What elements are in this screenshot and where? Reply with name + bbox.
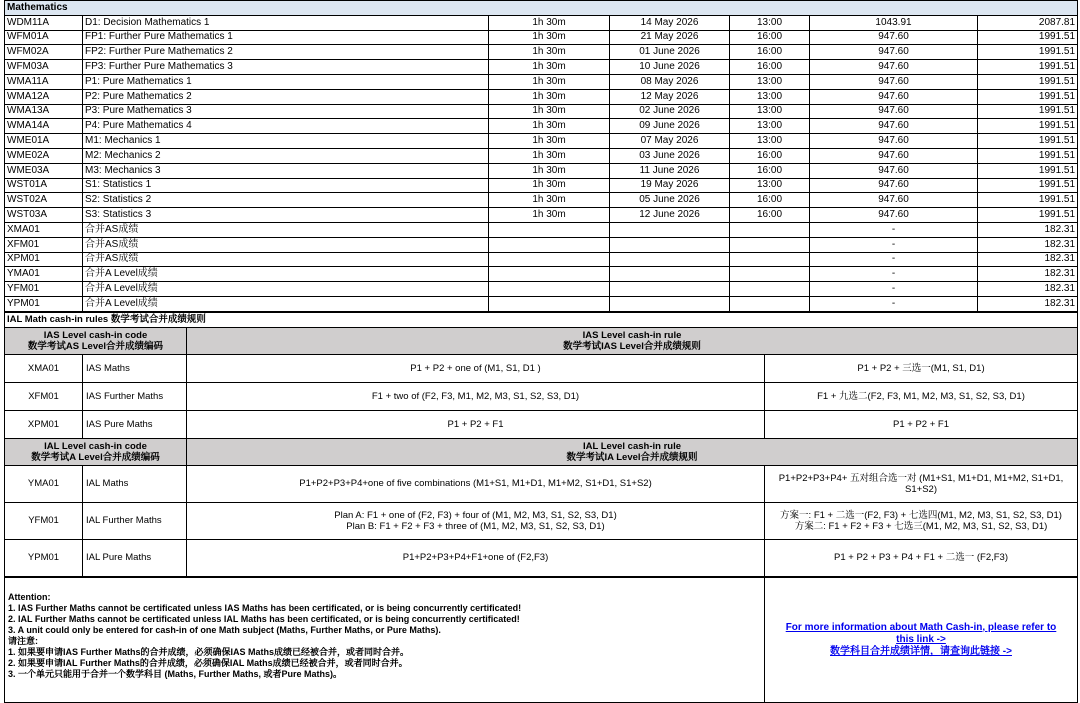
unit-name: S1: Statistics 1: [83, 178, 489, 193]
unit-fee-total: 182.31: [978, 282, 1078, 297]
unit-fee-total: 1991.51: [978, 148, 1078, 163]
unit-date: 07 May 2026: [610, 134, 730, 149]
ias-code-header: [5, 327, 187, 354]
unit-code: WST03A: [5, 208, 83, 223]
unit-name: 合并A Level成绩: [83, 296, 489, 311]
unit-time: 16:00: [730, 60, 810, 75]
unit-code: WME03A: [5, 163, 83, 178]
unit-date: [610, 252, 730, 267]
unit-fee-total: 182.31: [978, 222, 1078, 237]
rule-cn: [765, 465, 1078, 502]
unit-date: 03 June 2026: [610, 148, 730, 163]
rule-name: IAS Pure Maths: [83, 410, 187, 438]
attention-cn-note: 1. 如果要申请IAS Further Maths的合并成绩，必须确保IAS Maths成绩已经被合并，或者同时合并。: [8, 646, 410, 657]
ias-code-header-en: IAS Level cash-in code: [43, 329, 148, 341]
unit-duration: 1h 30m: [489, 15, 610, 30]
unit-duration: [489, 252, 610, 267]
rule-en-line: Plan B: F1 + F2 + F3 + three of (M1, M2, M3, S1, S2, S3, D1): [346, 520, 605, 532]
rule-en-line: Plan A: F1 + one of (F2, F3) + four of (M1, M2, M3, S1, S2, S3, D1): [334, 509, 617, 521]
rule-en-line: P1+P2+P3+P4+one of five combinations (M1+S1, M1+D1, M1+M2, S1+D1, S1+S2): [299, 478, 652, 490]
unit-fee: 947.60: [810, 178, 978, 193]
unit-duration: 1h 30m: [489, 208, 610, 223]
unit-fee-total: 1991.51: [978, 74, 1078, 89]
rule-cn-line: P1+P2+P3+P4+ 五对组合选一对 (M1+S1, M1+D1, M1+M2, S1+D1,: [778, 472, 1064, 484]
unit-duration: [489, 296, 610, 311]
unit-date: 12 May 2026: [610, 89, 730, 104]
unit-duration: 1h 30m: [489, 104, 610, 119]
unit-name: P2: Pure Mathematics 2: [83, 89, 489, 104]
unit-fee-total: 182.31: [978, 296, 1078, 311]
ial-code-header-en: IAL Level cash-in code: [44, 440, 147, 452]
table-row: [5, 74, 1078, 89]
unit-time: [730, 222, 810, 237]
unit-time: 16:00: [730, 30, 810, 45]
unit-fee: -: [810, 282, 978, 297]
unit-name: S3: Statistics 3: [83, 208, 489, 223]
unit-fee-total: 2087.81: [978, 15, 1078, 30]
unit-code: XPM01: [5, 252, 83, 267]
unit-code: YPM01: [5, 296, 83, 311]
attention-table: [4, 577, 1078, 703]
rule-name: IAL Maths: [83, 465, 187, 502]
unit-fee: 947.60: [810, 163, 978, 178]
rule-name: IAL Pure Maths: [83, 539, 187, 576]
ias-rule-row: [5, 382, 1078, 410]
unit-fee: 947.60: [810, 208, 978, 223]
unit-fee: 947.60: [810, 119, 978, 134]
unit-date: 02 June 2026: [610, 104, 730, 119]
table-row: [5, 60, 1078, 75]
table-row: [5, 119, 1078, 134]
spreadsheet: [4, 0, 1077, 703]
unit-name: M2: Mechanics 2: [83, 148, 489, 163]
unit-date: 10 June 2026: [610, 60, 730, 75]
unit-code: XFM01: [5, 237, 83, 252]
attention-note: 2. IAL Further Maths cannot be certificated unless IAL Maths has been certificated, or is being concurrently certificated!: [8, 613, 520, 624]
unit-time: 13:00: [730, 104, 810, 119]
unit-fee-total: 1991.51: [978, 163, 1078, 178]
unit-code: WMA11A: [5, 74, 83, 89]
unit-fee: 947.60: [810, 74, 978, 89]
unit-date: 12 June 2026: [610, 208, 730, 223]
units-table: [4, 0, 1078, 312]
unit-fee: 1043.91: [810, 15, 978, 30]
unit-fee: 947.60: [810, 30, 978, 45]
rule-cn-line: 方案二: F1 + F2 + F3 + 七选三(M1, M2, M3, S1, S2, S3, D1): [794, 520, 1048, 532]
ial-rule-row: [5, 465, 1078, 502]
unit-date: 08 May 2026: [610, 74, 730, 89]
table-row: [5, 163, 1078, 178]
unit-date: [610, 296, 730, 311]
unit-duration: 1h 30m: [489, 148, 610, 163]
rule-name: IAL Further Maths: [83, 502, 187, 539]
unit-code: WST02A: [5, 193, 83, 208]
unit-code: WFM01A: [5, 30, 83, 45]
rule-code: YMA01: [5, 465, 83, 502]
link-text-cn[interactable]: 数学科目合并成绩详情，请查询此链接 ->: [830, 645, 1012, 657]
unit-time: [730, 252, 810, 267]
ial-code-header-cn: 数学考试A Level合并成绩编码: [31, 451, 160, 463]
unit-time: 16:00: [730, 163, 810, 178]
unit-date: 05 June 2026: [610, 193, 730, 208]
attention-cn-note: 2. 如果要申请IAL Further Maths的合并成绩，必须确保IAL Maths成绩已经被合并，或者同时合并。: [8, 657, 408, 668]
unit-duration: 1h 30m: [489, 163, 610, 178]
unit-fee-total: 1991.51: [978, 60, 1078, 75]
ias-rule-row: [5, 410, 1078, 438]
unit-duration: 1h 30m: [489, 45, 610, 60]
unit-name: FP2: Further Pure Mathematics 2: [83, 45, 489, 60]
unit-time: [730, 237, 810, 252]
rule-en-line: P1+P2+P3+P4+F1+one of (F2,F3): [402, 552, 549, 564]
ias-code-header-cn: 数学考试AS Level合并成绩编码: [27, 340, 164, 352]
rule-en: [187, 465, 765, 502]
link-text-en[interactable]: For more information about Math Cash-in, please refer to: [785, 621, 1057, 633]
unit-duration: 1h 30m: [489, 89, 610, 104]
unit-fee: 947.60: [810, 134, 978, 149]
table-row: [5, 193, 1078, 208]
cash-in-link-cell: [765, 577, 1078, 702]
unit-fee-total: 1991.51: [978, 208, 1078, 223]
unit-code: YFM01: [5, 282, 83, 297]
table-row: [5, 178, 1078, 193]
table-row: [5, 282, 1078, 297]
unit-date: [610, 282, 730, 297]
unit-date: 11 June 2026: [610, 163, 730, 178]
unit-fee: -: [810, 222, 978, 237]
table-row: [5, 89, 1078, 104]
unit-fee-total: 1991.51: [978, 193, 1078, 208]
unit-fee-total: 1991.51: [978, 119, 1078, 134]
unit-date: [610, 222, 730, 237]
unit-time: [730, 267, 810, 282]
rule-cn: [765, 539, 1078, 576]
table-row: [5, 15, 1078, 30]
ial-rule-header: [187, 438, 1078, 465]
unit-time: 13:00: [730, 119, 810, 134]
unit-name: 合并AS成绩: [83, 222, 489, 237]
unit-code: WME02A: [5, 148, 83, 163]
ial-rule-row: [5, 539, 1078, 576]
table-row: [5, 267, 1078, 282]
unit-name: D1: Decision Mathematics 1: [83, 15, 489, 30]
rules-title-row: [5, 312, 1078, 327]
rule-en: F1 + two of (F2, F3, M1, M2, M3, S1, S2, S3, D1): [187, 382, 765, 410]
unit-duration: 1h 30m: [489, 119, 610, 134]
attention-cn-note: 3. 一个单元只能用于合并一个数学科目 (Maths, Further Maths, 或者Pure Maths)。: [8, 668, 343, 679]
unit-fee: 947.60: [810, 60, 978, 75]
unit-name: 合并A Level成绩: [83, 267, 489, 282]
unit-duration: 1h 30m: [489, 74, 610, 89]
unit-fee-total: 1991.51: [978, 104, 1078, 119]
unit-time: [730, 282, 810, 297]
section-header-row: [5, 1, 1078, 16]
table-row: [5, 30, 1078, 45]
table-row: [5, 104, 1078, 119]
table-row: [5, 296, 1078, 311]
ial-header-row: [5, 438, 1078, 465]
unit-time: 16:00: [730, 193, 810, 208]
ial-rule-row: [5, 502, 1078, 539]
unit-name: P3: Pure Mathematics 3: [83, 104, 489, 119]
unit-code: WST01A: [5, 178, 83, 193]
attention-note: 1. IAS Further Maths cannot be certificated unless IAS Maths has been certificated, or is being concurrently certificated!: [8, 602, 522, 613]
unit-date: [610, 237, 730, 252]
table-row: [5, 237, 1078, 252]
rule-cn: P1 + P2 + F1: [765, 410, 1078, 438]
unit-duration: [489, 237, 610, 252]
unit-name: FP1: Further Pure Mathematics 1: [83, 30, 489, 45]
unit-time: [730, 296, 810, 311]
table-row: [5, 252, 1078, 267]
ias-rule-header-en: IAS Level cash-in rule: [582, 329, 682, 341]
unit-date: [610, 267, 730, 282]
attention-row: [5, 577, 1078, 702]
unit-fee: 947.60: [810, 148, 978, 163]
unit-name: M3: Mechanics 3: [83, 163, 489, 178]
rule-cn: [765, 502, 1078, 539]
unit-date: 19 May 2026: [610, 178, 730, 193]
unit-duration: [489, 267, 610, 282]
unit-duration: [489, 282, 610, 297]
rule-name: IAS Further Maths: [83, 382, 187, 410]
unit-duration: 1h 30m: [489, 193, 610, 208]
table-row: [5, 134, 1078, 149]
unit-time: 16:00: [730, 208, 810, 223]
unit-duration: 1h 30m: [489, 134, 610, 149]
rules-title: IAL Math cash-in rules 数学考试合并成绩规则: [5, 312, 1078, 327]
rule-en: [187, 539, 765, 576]
unit-fee: -: [810, 296, 978, 311]
table-row: [5, 45, 1078, 60]
rule-cn: F1 + 九选二(F2, F3, M1, M2, M3, S1, S2, S3, D1): [765, 382, 1078, 410]
ias-header-row: [5, 327, 1078, 354]
unit-code: WMA13A: [5, 104, 83, 119]
ias-rule-header-cn: 数学考试IAS Level合并成绩规则: [563, 340, 701, 352]
unit-time: 13:00: [730, 89, 810, 104]
rule-cn: P1 + P2 + 三选一(M1, S1, D1): [765, 354, 1078, 382]
unit-name: 合并A Level成绩: [83, 282, 489, 297]
ial-rule-header-en: IAL Level cash-in rule: [582, 440, 682, 452]
unit-fee: 947.60: [810, 89, 978, 104]
table-row: [5, 208, 1078, 223]
unit-fee: 947.60: [810, 193, 978, 208]
rule-name: IAS Maths: [83, 354, 187, 382]
unit-code: YMA01: [5, 267, 83, 282]
cash-in-info-link[interactable]: [771, 622, 1071, 658]
unit-duration: 1h 30m: [489, 30, 610, 45]
unit-fee: -: [810, 267, 978, 282]
unit-time: 13:00: [730, 74, 810, 89]
unit-fee-total: 1991.51: [978, 134, 1078, 149]
table-row: [5, 148, 1078, 163]
rule-code: XMA01: [5, 354, 83, 382]
rule-en: P1 + P2 + F1: [187, 410, 765, 438]
attention-notes: [5, 577, 765, 702]
ias-rule-row: [5, 354, 1078, 382]
unit-name: 合并AS成绩: [83, 252, 489, 267]
unit-fee-total: 1991.51: [978, 89, 1078, 104]
rule-en: P1 + P2 + one of (M1, S1, D1 ): [187, 354, 765, 382]
ial-rule-header-cn: 数学考试IA Level合并成绩规则: [566, 451, 698, 463]
unit-time: 16:00: [730, 45, 810, 60]
link-text-en-2[interactable]: this link ->: [896, 633, 946, 645]
unit-code: WMA14A: [5, 119, 83, 134]
ial-code-header: [5, 438, 187, 465]
unit-date: 09 June 2026: [610, 119, 730, 134]
unit-name: 合并AS成绩: [83, 237, 489, 252]
table-row: [5, 222, 1078, 237]
unit-name: P4: Pure Mathematics 4: [83, 119, 489, 134]
unit-code: XMA01: [5, 222, 83, 237]
unit-name: P1: Pure Mathematics 1: [83, 74, 489, 89]
rule-cn-line: 方案一: F1 + 二选一(F2, F3) + 七选四(M1, M2, M3, S1, S2, S3, D1): [780, 509, 1062, 521]
unit-code: WME01A: [5, 134, 83, 149]
unit-code: WFM02A: [5, 45, 83, 60]
unit-time: 13:00: [730, 15, 810, 30]
rule-code: XFM01: [5, 382, 83, 410]
section-title: Mathematics: [5, 1, 1078, 16]
unit-name: S2: Statistics 2: [83, 193, 489, 208]
unit-code: WMA12A: [5, 89, 83, 104]
rule-code: YFM01: [5, 502, 83, 539]
unit-fee-total: 1991.51: [978, 30, 1078, 45]
rule-code: XPM01: [5, 410, 83, 438]
unit-name: FP3: Further Pure Mathematics 3: [83, 60, 489, 75]
unit-time: 16:00: [730, 148, 810, 163]
unit-date: 21 May 2026: [610, 30, 730, 45]
unit-fee: -: [810, 252, 978, 267]
unit-fee-total: 1991.51: [978, 45, 1078, 60]
ias-rule-header: [187, 327, 1078, 354]
attention-title: Attention:: [8, 591, 51, 602]
unit-duration: 1h 30m: [489, 60, 610, 75]
unit-date: 14 May 2026: [610, 15, 730, 30]
rule-code: YPM01: [5, 539, 83, 576]
unit-name: M1: Mechanics 1: [83, 134, 489, 149]
unit-fee-total: 182.31: [978, 267, 1078, 282]
unit-code: WDM11A: [5, 15, 83, 30]
unit-code: WFM03A: [5, 60, 83, 75]
rule-cn-line: P1 + P2 + P3 + P4 + F1 + 二选一 (F2,F3): [834, 552, 1008, 564]
unit-time: 13:00: [730, 134, 810, 149]
rule-en: [187, 502, 765, 539]
unit-fee-total: 182.31: [978, 252, 1078, 267]
unit-fee: 947.60: [810, 45, 978, 60]
unit-fee-total: 1991.51: [978, 178, 1078, 193]
unit-time: 13:00: [730, 178, 810, 193]
rule-cn-line: S1+S2): [905, 483, 937, 495]
unit-duration: 1h 30m: [489, 178, 610, 193]
unit-fee: -: [810, 237, 978, 252]
unit-duration: [489, 222, 610, 237]
unit-fee-total: 182.31: [978, 237, 1078, 252]
cash-in-rules-table: [4, 312, 1078, 577]
attention-cn-title: 请注意:: [8, 635, 38, 646]
unit-date: 01 June 2026: [610, 45, 730, 60]
attention-note: 3. A unit could only be entered for cash-in of one Math subject (Maths, Further Maths, or Pure Maths).: [8, 624, 441, 635]
unit-fee: 947.60: [810, 104, 978, 119]
